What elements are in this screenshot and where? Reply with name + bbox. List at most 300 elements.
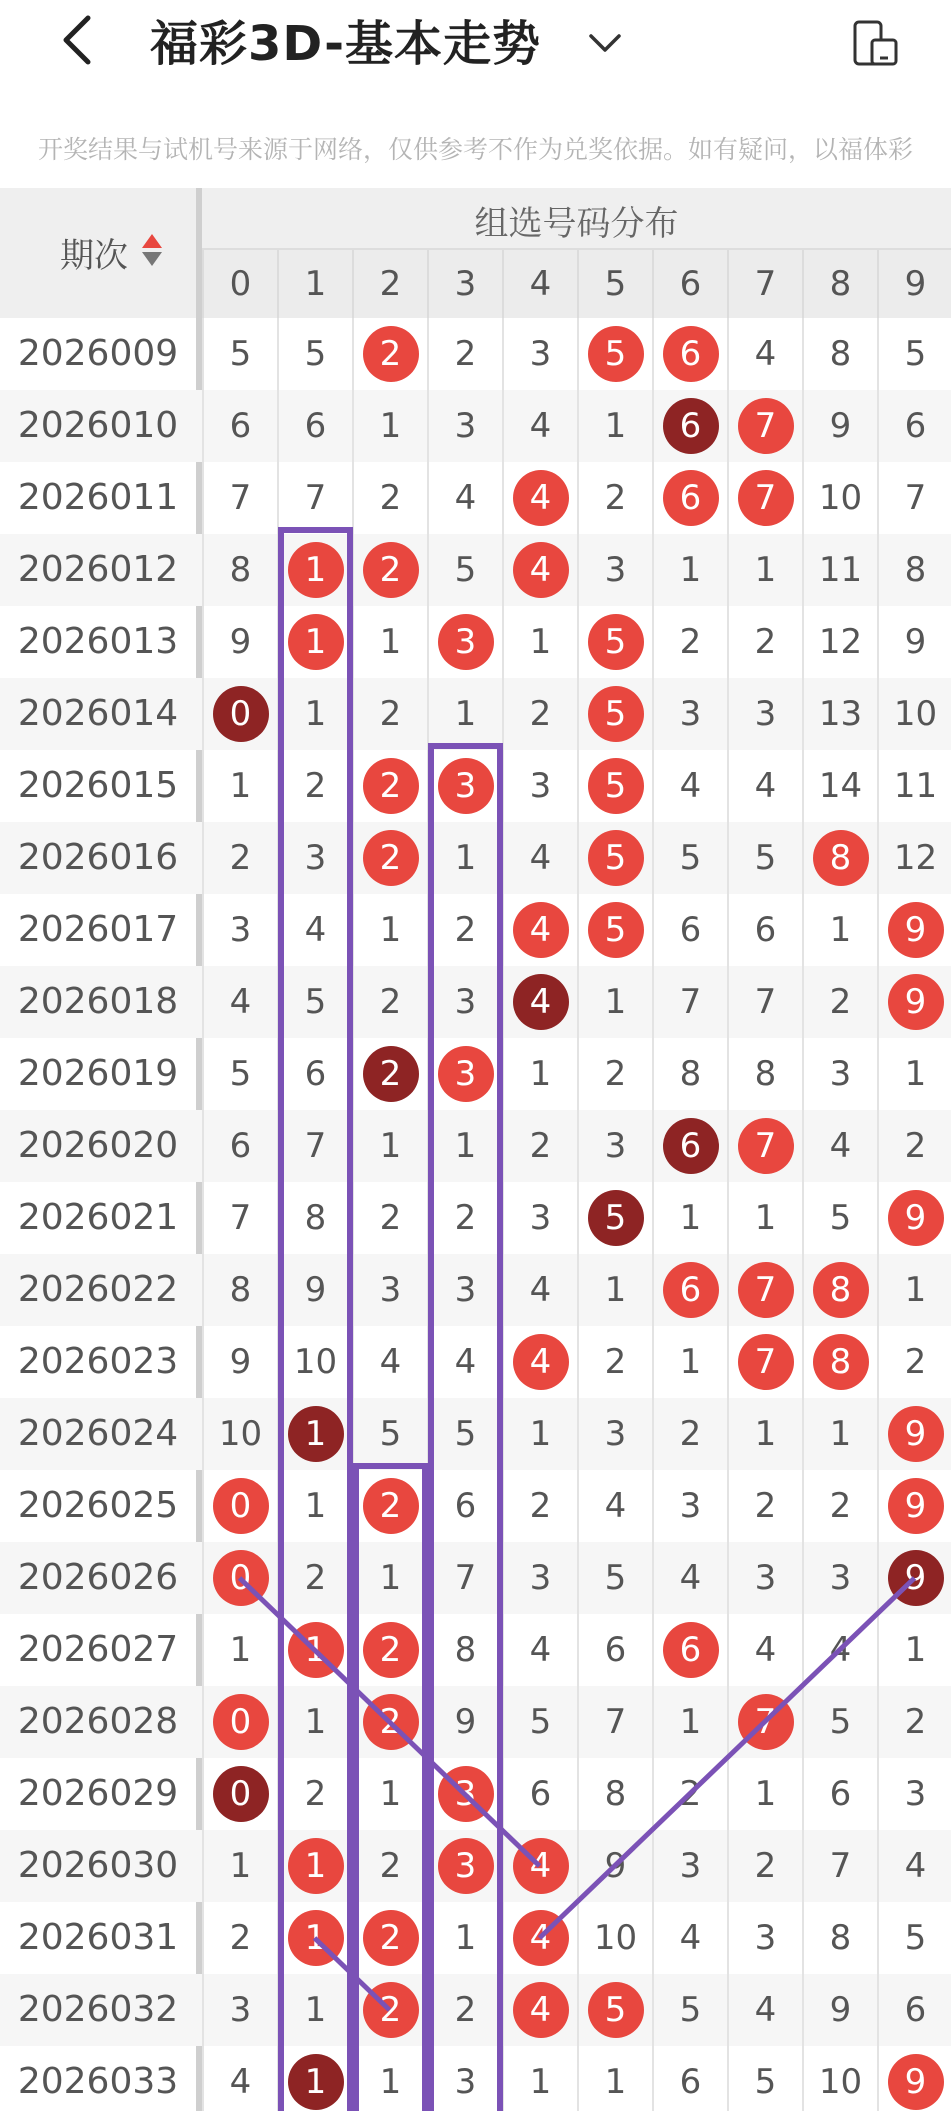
- draw-ball: 2: [363, 758, 419, 814]
- disclaimer-notice: 开奖结果与试机号来源于网络，仅供参考不作为兑奖依据。如有疑问，以福体彩: [38, 135, 914, 164]
- trend-line-2: [540, 1578, 915, 1938]
- miss-count-cell: 9: [577, 1830, 652, 1902]
- digit-header-9: 9: [877, 250, 951, 318]
- draw-ball: 7: [738, 1118, 794, 1174]
- miss-count-cell: 6: [652, 894, 727, 966]
- period-label: 期次: [60, 236, 128, 276]
- digit-header-1: 1: [277, 250, 352, 318]
- miss-count-cell: 1: [352, 1758, 427, 1830]
- miss-count-cell: 3: [577, 1398, 652, 1470]
- miss-count-cell: 1: [427, 678, 502, 750]
- miss-count-cell: 9: [202, 1326, 277, 1398]
- draw-ball: 8: [813, 830, 869, 886]
- miss-count-cell: 1: [802, 1398, 877, 1470]
- draw-ball: 0: [213, 1478, 269, 1534]
- draw-ball: 2: [363, 1910, 419, 1966]
- digit-header-7: 7: [727, 250, 802, 318]
- miss-count-cell: 8: [802, 1902, 877, 1974]
- miss-count-cell: 2: [502, 1470, 577, 1542]
- miss-count-cell: 4: [727, 1614, 802, 1686]
- draw-ball: 2: [363, 326, 419, 382]
- draw-ball: 5: [588, 1982, 644, 2038]
- period-cell: 2026020: [17, 1125, 179, 1166]
- repeat-ball: 9: [888, 1550, 944, 1606]
- miss-count-cell: 5: [727, 2046, 802, 2111]
- miss-count-cell: 1: [202, 1614, 277, 1686]
- period-cell: 2026011: [17, 477, 179, 518]
- draw-ball: 2: [363, 1478, 419, 1534]
- miss-count-cell: 8: [727, 1038, 802, 1110]
- miss-count-cell: 7: [727, 966, 802, 1038]
- miss-count-cell: 9: [877, 606, 951, 678]
- period-cell: 2026021: [17, 1197, 179, 1238]
- miss-count-cell: 4: [352, 1326, 427, 1398]
- miss-count-cell: 2: [352, 1182, 427, 1254]
- miss-count-cell: 3: [652, 1470, 727, 1542]
- period-cell: 2026030: [17, 1845, 179, 1886]
- miss-count-cell: 3: [427, 966, 502, 1038]
- miss-count-cell: 1: [727, 1758, 802, 1830]
- miss-count-cell: 2: [427, 1182, 502, 1254]
- miss-count-cell: 2: [502, 678, 577, 750]
- miss-count-cell: 1: [427, 1110, 502, 1182]
- period-cell: 2026031: [17, 1917, 179, 1958]
- draw-ball: 5: [588, 614, 644, 670]
- miss-count-cell: 4: [802, 1110, 877, 1182]
- miss-count-cell: 5: [202, 1038, 277, 1110]
- miss-count-cell: 3: [427, 390, 502, 462]
- miss-count-cell: 5: [877, 1902, 951, 1974]
- draw-ball: 9: [888, 1478, 944, 1534]
- miss-count-cell: 13: [802, 678, 877, 750]
- digit-header-6: 6: [652, 250, 727, 318]
- highlight-box-3: [356, 1466, 425, 2111]
- miss-count-cell: 1: [652, 534, 727, 606]
- miss-count-cell: 6: [277, 1038, 352, 1110]
- miss-count-cell: 5: [277, 966, 352, 1038]
- miss-count-cell: 10: [802, 2046, 877, 2111]
- miss-count-cell: 5: [577, 1542, 652, 1614]
- miss-count-cell: 2: [877, 1326, 951, 1398]
- draw-ball: 2: [363, 542, 419, 598]
- digit-header-4: 4: [502, 250, 577, 318]
- miss-count-cell: 3: [727, 678, 802, 750]
- miss-count-cell: 2: [877, 1110, 951, 1182]
- draw-ball: 4: [513, 1838, 569, 1894]
- highlight-box-1: [281, 530, 350, 2111]
- draw-ball: 1: [288, 1838, 344, 1894]
- miss-count-cell: 6: [502, 1758, 577, 1830]
- highlight-box-2: [431, 746, 500, 2111]
- miss-count-cell: 1: [277, 1470, 352, 1542]
- miss-count-cell: 2: [352, 1830, 427, 1902]
- miss-count-cell: 1: [577, 2046, 652, 2111]
- miss-count-cell: 2: [277, 1758, 352, 1830]
- miss-count-cell: 4: [502, 1614, 577, 1686]
- draw-ball: 0: [213, 1550, 269, 1606]
- miss-count-cell: 4: [802, 1614, 877, 1686]
- miss-count-cell: 2: [352, 678, 427, 750]
- miss-count-cell: 7: [277, 1110, 352, 1182]
- draw-ball: 0: [213, 1694, 269, 1750]
- repeat-ball: 1: [288, 1406, 344, 1462]
- digit-header-2: 2: [352, 250, 427, 318]
- miss-count-cell: 3: [202, 1974, 277, 2046]
- miss-count-cell: 1: [577, 966, 652, 1038]
- miss-count-cell: 1: [502, 2046, 577, 2111]
- miss-count-cell: 1: [877, 1254, 951, 1326]
- miss-count-cell: 10: [202, 1398, 277, 1470]
- miss-count-cell: 2: [502, 1110, 577, 1182]
- period-cell: 2026025: [17, 1485, 179, 1526]
- repeat-ball: 6: [663, 1118, 719, 1174]
- miss-count-cell: 10: [802, 462, 877, 534]
- draw-ball: 6: [663, 1622, 719, 1678]
- miss-count-cell: 4: [427, 1326, 502, 1398]
- period-cell: 2026017: [17, 909, 179, 950]
- draw-ball: 5: [588, 758, 644, 814]
- miss-count-cell: 1: [277, 1974, 352, 2046]
- miss-count-cell: 3: [727, 1542, 802, 1614]
- digit-header-0: 0: [202, 250, 277, 318]
- miss-count-cell: 6: [802, 1758, 877, 1830]
- miss-count-cell: 8: [277, 1182, 352, 1254]
- repeat-ball: 6: [663, 398, 719, 454]
- miss-count-cell: 3: [877, 1758, 951, 1830]
- miss-count-cell: 8: [202, 1254, 277, 1326]
- period-cell: 2026027: [17, 1629, 179, 1670]
- period-cell: 2026009: [17, 333, 179, 374]
- miss-count-cell: 6: [877, 390, 951, 462]
- miss-count-cell: 3: [727, 1902, 802, 1974]
- miss-count-cell: 10: [277, 1326, 352, 1398]
- draw-ball: 7: [738, 1262, 794, 1318]
- period-cell: 2026012: [17, 549, 179, 590]
- miss-count-cell: 4: [652, 750, 727, 822]
- period-cell: 2026022: [17, 1269, 179, 1310]
- miss-count-cell: 6: [577, 1614, 652, 1686]
- miss-count-cell: 7: [277, 462, 352, 534]
- repeat-ball: 4: [513, 974, 569, 1030]
- period-cell: 2026028: [17, 1701, 179, 1742]
- miss-count-cell: 2: [352, 966, 427, 1038]
- miss-count-cell: 4: [652, 1542, 727, 1614]
- miss-count-cell: 10: [577, 1902, 652, 1974]
- draw-ball: 9: [888, 2054, 944, 2110]
- miss-count-cell: 4: [502, 1254, 577, 1326]
- miss-count-cell: 5: [652, 822, 727, 894]
- miss-count-cell: 3: [427, 1254, 502, 1326]
- group-label: 组选号码分布: [474, 204, 679, 244]
- miss-count-cell: 2: [427, 894, 502, 966]
- draw-ball: 3: [438, 1046, 494, 1102]
- draw-ball: 4: [513, 1982, 569, 2038]
- miss-count-cell: 3: [577, 534, 652, 606]
- miss-count-cell: 5: [877, 318, 951, 390]
- draw-ball: 9: [888, 1406, 944, 1462]
- miss-count-cell: 8: [577, 1758, 652, 1830]
- miss-count-cell: 1: [352, 1110, 427, 1182]
- period-cell: 2026024: [17, 1413, 179, 1454]
- draw-ball: 4: [513, 902, 569, 958]
- miss-count-cell: 7: [577, 1686, 652, 1758]
- miss-count-cell: 2: [802, 966, 877, 1038]
- miss-count-cell: 8: [427, 1614, 502, 1686]
- period-cell: 2026018: [17, 981, 179, 1022]
- miss-count-cell: 1: [727, 534, 802, 606]
- repeat-ball: 0: [213, 1766, 269, 1822]
- miss-count-cell: 3: [502, 750, 577, 822]
- phone-device-icon[interactable]: [850, 18, 900, 68]
- miss-count-cell: 6: [652, 2046, 727, 2111]
- draw-ball: 6: [663, 1262, 719, 1318]
- miss-count-cell: 8: [877, 534, 951, 606]
- miss-count-cell: 1: [277, 1686, 352, 1758]
- miss-count-cell: 4: [502, 822, 577, 894]
- miss-count-cell: 4: [877, 1830, 951, 1902]
- miss-count-cell: 5: [427, 1398, 502, 1470]
- miss-count-cell: 4: [727, 1974, 802, 2046]
- miss-count-cell: 11: [802, 534, 877, 606]
- draw-ball: 4: [513, 1334, 569, 1390]
- draw-ball: 9: [888, 974, 944, 1030]
- miss-count-cell: 12: [877, 822, 951, 894]
- draw-ball: 2: [363, 830, 419, 886]
- draw-ball: 2: [363, 1622, 419, 1678]
- miss-count-cell: 14: [802, 750, 877, 822]
- miss-count-cell: 9: [802, 1974, 877, 2046]
- draw-ball: 3: [438, 614, 494, 670]
- period-cell: 2026014: [17, 693, 179, 734]
- miss-count-cell: 2: [802, 1470, 877, 1542]
- repeat-ball: 1: [288, 2054, 344, 2110]
- miss-count-cell: 3: [502, 1182, 577, 1254]
- period-cell: 2026033: [17, 2061, 179, 2102]
- miss-count-cell: 5: [502, 1686, 577, 1758]
- period-cell: 2026013: [17, 621, 179, 662]
- miss-count-cell: 2: [277, 1542, 352, 1614]
- draw-ball: 4: [513, 542, 569, 598]
- miss-count-cell: 1: [877, 1038, 951, 1110]
- period-cell: 2026016: [17, 837, 179, 878]
- draw-ball: 7: [738, 398, 794, 454]
- miss-count-cell: 2: [877, 1686, 951, 1758]
- miss-count-cell: 3: [277, 822, 352, 894]
- draw-ball: 5: [588, 686, 644, 742]
- draw-ball: 9: [888, 902, 944, 958]
- miss-count-cell: 3: [202, 894, 277, 966]
- miss-count-cell: 7: [877, 462, 951, 534]
- miss-count-cell: 9: [202, 606, 277, 678]
- miss-count-cell: 4: [202, 966, 277, 1038]
- miss-count-cell: 10: [877, 678, 951, 750]
- draw-ball: 6: [663, 326, 719, 382]
- miss-count-cell: 1: [352, 606, 427, 678]
- repeat-ball: 0: [213, 686, 269, 742]
- miss-count-cell: 1: [352, 390, 427, 462]
- miss-count-cell: 5: [652, 1974, 727, 2046]
- period-cell: 2026010: [17, 405, 179, 446]
- miss-count-cell: 2: [577, 1326, 652, 1398]
- miss-count-cell: 1: [877, 1614, 951, 1686]
- draw-ball: 1: [288, 1622, 344, 1678]
- draw-ball: 7: [738, 1694, 794, 1750]
- miss-count-cell: 11: [877, 750, 951, 822]
- draw-ball: 5: [588, 902, 644, 958]
- draw-ball: 2: [363, 1694, 419, 1750]
- miss-count-cell: 1: [202, 750, 277, 822]
- draw-ball: 4: [513, 470, 569, 526]
- miss-count-cell: 1: [577, 1254, 652, 1326]
- miss-count-cell: 1: [727, 1182, 802, 1254]
- miss-count-cell: 3: [802, 1542, 877, 1614]
- draw-ball: 8: [813, 1334, 869, 1390]
- miss-count-cell: 3: [502, 1542, 577, 1614]
- draw-ball: 5: [588, 326, 644, 382]
- miss-count-cell: 5: [802, 1182, 877, 1254]
- miss-count-cell: 1: [652, 1686, 727, 1758]
- draw-ball: 9: [888, 1190, 944, 1246]
- miss-count-cell: 6: [202, 390, 277, 462]
- chevron-left-icon[interactable]: [50, 10, 110, 70]
- miss-count-cell: 2: [727, 1470, 802, 1542]
- trend-overlay: [0, 188, 951, 2111]
- repeat-ball: 5: [588, 1190, 644, 1246]
- miss-count-cell: 4: [652, 1902, 727, 1974]
- miss-count-cell: 5: [202, 318, 277, 390]
- miss-count-cell: 1: [577, 390, 652, 462]
- digit-header-3: 3: [427, 250, 502, 318]
- period-cell: 2026032: [17, 1989, 179, 2030]
- miss-count-cell: 2: [277, 750, 352, 822]
- miss-count-cell: 1: [802, 894, 877, 966]
- draw-ball: 7: [738, 1334, 794, 1390]
- miss-count-cell: 4: [727, 750, 802, 822]
- miss-count-cell: 4: [577, 1470, 652, 1542]
- miss-count-cell: 9: [427, 1686, 502, 1758]
- miss-count-cell: 4: [427, 462, 502, 534]
- miss-count-cell: 2: [727, 606, 802, 678]
- miss-count-cell: 1: [277, 678, 352, 750]
- miss-count-cell: 6: [877, 1974, 951, 2046]
- draw-ball: 5: [588, 830, 644, 886]
- miss-count-cell: 8: [652, 1038, 727, 1110]
- trend-line-1: [240, 1578, 540, 1866]
- draw-ball: 3: [438, 758, 494, 814]
- miss-count-cell: 5: [277, 318, 352, 390]
- miss-count-cell: 1: [502, 1038, 577, 1110]
- draw-ball: 3: [438, 1838, 494, 1894]
- miss-count-cell: 1: [502, 1398, 577, 1470]
- miss-count-cell: 3: [652, 1830, 727, 1902]
- miss-count-cell: 9: [802, 390, 877, 462]
- miss-count-cell: 6: [427, 1470, 502, 1542]
- miss-count-cell: 7: [652, 966, 727, 1038]
- miss-count-cell: 4: [727, 318, 802, 390]
- digit-header-5: 5: [577, 250, 652, 318]
- miss-count-cell: 2: [652, 1758, 727, 1830]
- draw-ball: 1: [288, 614, 344, 670]
- miss-count-cell: 6: [277, 390, 352, 462]
- miss-count-cell: 3: [427, 2046, 502, 2111]
- miss-count-cell: 5: [427, 534, 502, 606]
- miss-count-cell: 3: [502, 318, 577, 390]
- draw-ball: 2: [363, 1982, 419, 2038]
- draw-ball: 1: [288, 542, 344, 598]
- miss-count-cell: 2: [202, 822, 277, 894]
- miss-count-cell: 3: [802, 1038, 877, 1110]
- miss-count-cell: 2: [652, 1398, 727, 1470]
- miss-count-cell: 1: [652, 1182, 727, 1254]
- repeat-ball: 2: [363, 1046, 419, 1102]
- draw-ball: 8: [813, 1262, 869, 1318]
- miss-count-cell: 1: [427, 822, 502, 894]
- period-cell: 2026029: [17, 1773, 179, 1814]
- miss-count-cell: 7: [427, 1542, 502, 1614]
- draw-ball: 4: [513, 1910, 569, 1966]
- miss-count-cell: 3: [652, 678, 727, 750]
- miss-count-cell: 4: [502, 390, 577, 462]
- miss-count-cell: 4: [202, 2046, 277, 2111]
- miss-count-cell: 2: [202, 1902, 277, 1974]
- miss-count-cell: 3: [352, 1254, 427, 1326]
- miss-count-cell: 1: [502, 606, 577, 678]
- miss-count-cell: 1: [652, 1326, 727, 1398]
- miss-count-cell: 12: [802, 606, 877, 678]
- digit-header-8: 8: [802, 250, 877, 318]
- miss-count-cell: 2: [652, 606, 727, 678]
- miss-count-cell: 9: [277, 1254, 352, 1326]
- draw-ball: 6: [663, 470, 719, 526]
- miss-count-cell: 5: [727, 822, 802, 894]
- miss-count-cell: 1: [352, 894, 427, 966]
- miss-count-cell: 2: [577, 1038, 652, 1110]
- miss-count-cell: 7: [202, 462, 277, 534]
- trend-table: [0, 188, 951, 2111]
- draw-ball: 1: [288, 1910, 344, 1966]
- miss-count-cell: 8: [802, 318, 877, 390]
- miss-count-cell: 7: [202, 1182, 277, 1254]
- miss-count-cell: 1: [202, 1830, 277, 1902]
- miss-count-cell: 2: [577, 462, 652, 534]
- period-cell: 2026023: [17, 1341, 179, 1382]
- miss-count-cell: 2: [352, 462, 427, 534]
- miss-count-cell: 5: [352, 1398, 427, 1470]
- miss-count-cell: 5: [802, 1686, 877, 1758]
- draw-ball: 7: [738, 470, 794, 526]
- chevron-down-icon[interactable]: [585, 22, 625, 62]
- top-bar: [0, 0, 951, 110]
- period-cell: 2026019: [17, 1053, 179, 1094]
- miss-count-cell: 1: [352, 1542, 427, 1614]
- miss-count-cell: 8: [202, 534, 277, 606]
- miss-count-cell: 6: [727, 894, 802, 966]
- miss-count-cell: 6: [202, 1110, 277, 1182]
- miss-count-cell: 4: [277, 894, 352, 966]
- miss-count-cell: 2: [427, 318, 502, 390]
- miss-count-cell: 2: [427, 1974, 502, 2046]
- miss-count-cell: 1: [727, 1398, 802, 1470]
- miss-count-cell: 2: [727, 1830, 802, 1902]
- draw-ball: 3: [438, 1766, 494, 1822]
- miss-count-cell: 1: [352, 2046, 427, 2111]
- miss-count-cell: 1: [427, 1902, 502, 1974]
- period-cell: 2026026: [17, 1557, 179, 1598]
- miss-count-cell: 7: [802, 1830, 877, 1902]
- page-title: 福彩3D-基本走势: [150, 16, 542, 72]
- period-cell: 2026015: [17, 765, 179, 806]
- miss-count-cell: 3: [577, 1110, 652, 1182]
